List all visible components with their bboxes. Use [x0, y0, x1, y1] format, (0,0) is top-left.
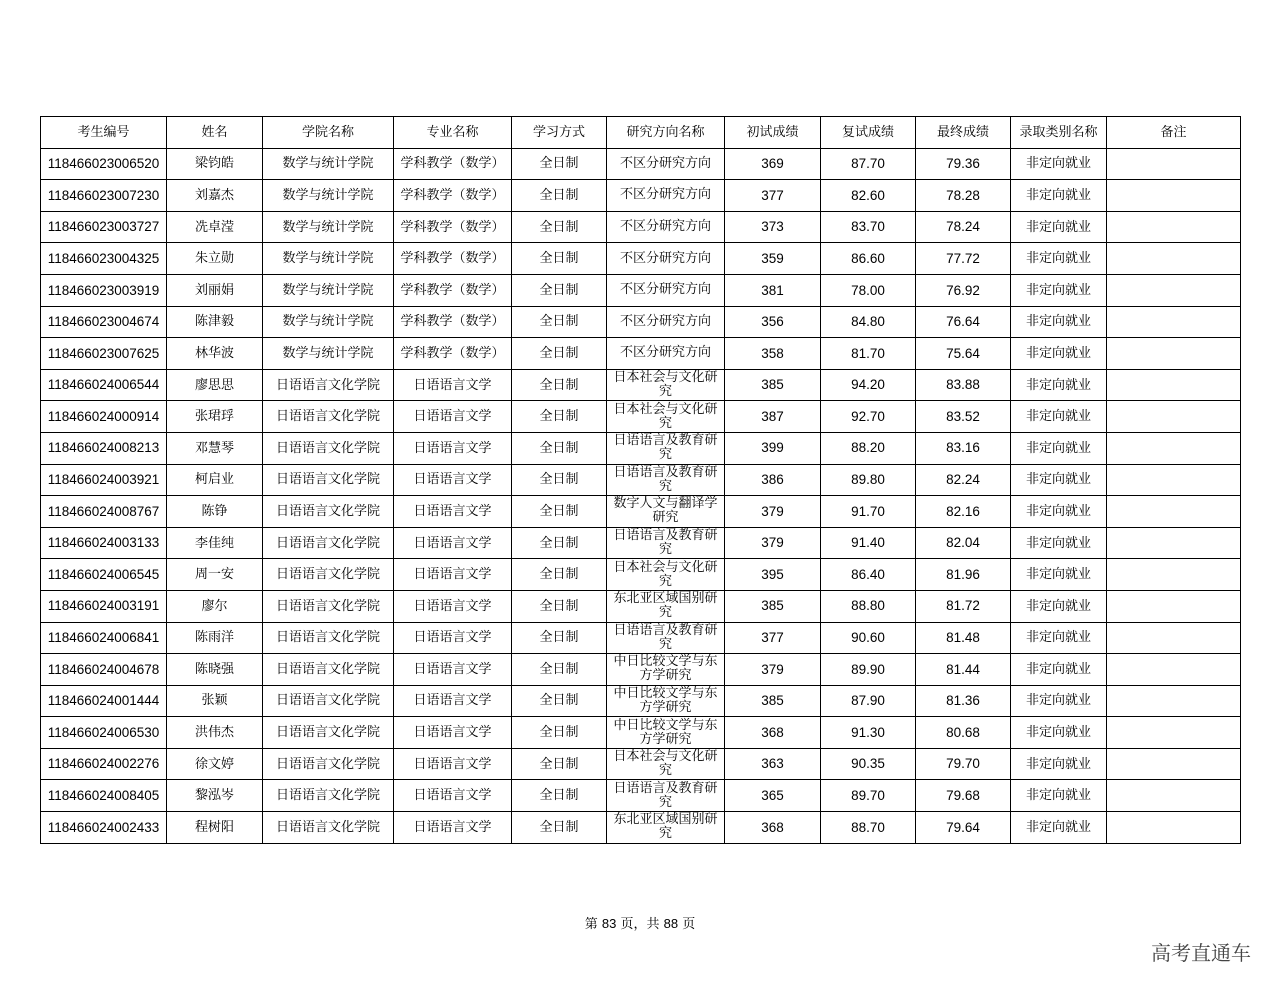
cell-study-mode: 全日制 — [512, 401, 607, 433]
cell-study-mode: 全日制 — [512, 243, 607, 275]
cell-initial-score: 363 — [725, 748, 821, 780]
table-row — [41, 780, 1241, 812]
cell-final-score: 76.92 — [916, 274, 1011, 306]
cell-initial-score: 387 — [725, 401, 821, 433]
cell-final-score: 83.52 — [916, 401, 1011, 433]
cell-retest-score: 84.80 — [821, 306, 916, 338]
cell-college: 数学与统计学院 — [263, 306, 394, 338]
cell-initial-score: 365 — [725, 780, 821, 812]
cell-final-score: 76.64 — [916, 306, 1011, 338]
cell-college: 日语语言文化学院 — [263, 685, 394, 717]
cell-retest-score: 88.20 — [821, 432, 916, 464]
col-header-initial-score: 初试成绩 — [725, 117, 821, 149]
cell-remarks — [1107, 306, 1241, 338]
cell-retest-score: 89.70 — [821, 780, 916, 812]
col-header-remarks: 备注 — [1107, 117, 1241, 149]
cell-study-mode: 全日制 — [512, 780, 607, 812]
cell-admission-type: 非定向就业 — [1011, 622, 1107, 654]
cell-name: 陈雨洋 — [167, 622, 263, 654]
cell-name: 刘丽娟 — [167, 274, 263, 306]
cell-admission-type: 非定向就业 — [1011, 559, 1107, 591]
cell-name: 刘嘉杰 — [167, 180, 263, 212]
cell-initial-score: 379 — [725, 527, 821, 559]
cell-retest-score: 89.80 — [821, 464, 916, 496]
col-header-exam-id: 考生编号 — [41, 117, 167, 149]
cell-remarks — [1107, 432, 1241, 464]
cell-exam-id: 118466024004678 — [41, 654, 167, 686]
cell-final-score: 77.72 — [916, 243, 1011, 275]
cell-major: 学科教学（数学） — [394, 148, 512, 180]
cell-admission-type: 非定向就业 — [1011, 748, 1107, 780]
cell-research-direction: 日本社会与文化研究 — [607, 369, 725, 401]
cell-retest-score: 78.00 — [821, 274, 916, 306]
table-row — [41, 812, 1241, 844]
cell-major: 学科教学（数学） — [394, 211, 512, 243]
cell-retest-score: 83.70 — [821, 211, 916, 243]
col-header-study-mode: 学习方式 — [512, 117, 607, 149]
cell-college: 数学与统计学院 — [263, 274, 394, 306]
col-header-final-score: 最终成绩 — [916, 117, 1011, 149]
table-row — [41, 464, 1241, 496]
cell-name: 邓慧琴 — [167, 432, 263, 464]
cell-major: 日语语言文学 — [394, 622, 512, 654]
cell-initial-score: 385 — [725, 590, 821, 622]
cell-exam-id: 118466024008767 — [41, 496, 167, 528]
cell-admission-type: 非定向就业 — [1011, 432, 1107, 464]
cell-college: 日语语言文化学院 — [263, 780, 394, 812]
cell-admission-type: 非定向就业 — [1011, 274, 1107, 306]
cell-study-mode: 全日制 — [512, 306, 607, 338]
cell-remarks — [1107, 243, 1241, 275]
cell-final-score: 82.16 — [916, 496, 1011, 528]
cell-college: 日语语言文化学院 — [263, 559, 394, 591]
cell-admission-type: 非定向就业 — [1011, 306, 1107, 338]
cell-major: 学科教学（数学） — [394, 338, 512, 370]
cell-name: 廖尔 — [167, 590, 263, 622]
cell-retest-score: 87.90 — [821, 685, 916, 717]
cell-major: 日语语言文学 — [394, 369, 512, 401]
cell-college: 日语语言文化学院 — [263, 748, 394, 780]
cell-exam-id: 118466024000914 — [41, 401, 167, 433]
cell-remarks — [1107, 148, 1241, 180]
cell-name: 周一安 — [167, 559, 263, 591]
cell-retest-score: 90.35 — [821, 748, 916, 780]
cell-research-direction: 中日比较文学与东方学研究 — [607, 654, 725, 686]
cell-exam-id: 118466024003191 — [41, 590, 167, 622]
header-row — [41, 117, 1241, 149]
cell-final-score: 80.68 — [916, 717, 1011, 749]
cell-college: 数学与统计学院 — [263, 211, 394, 243]
cell-study-mode: 全日制 — [512, 464, 607, 496]
cell-admission-type: 非定向就业 — [1011, 812, 1107, 844]
cell-name: 陈铮 — [167, 496, 263, 528]
cell-final-score: 81.44 — [916, 654, 1011, 686]
cell-research-direction: 东北亚区域国别研究 — [607, 812, 725, 844]
table-row — [41, 211, 1241, 243]
current-page-number: 83 — [601, 916, 617, 931]
cell-admission-type: 非定向就业 — [1011, 717, 1107, 749]
cell-name: 冼卓滢 — [167, 211, 263, 243]
table-row — [41, 748, 1241, 780]
table-row — [41, 717, 1241, 749]
cell-research-direction: 不区分研究方向 — [607, 148, 725, 180]
cell-study-mode: 全日制 — [512, 590, 607, 622]
cell-research-direction: 日语语言及教育研究 — [607, 527, 725, 559]
cell-name: 柯启业 — [167, 464, 263, 496]
cell-admission-type: 非定向就业 — [1011, 148, 1107, 180]
cell-final-score: 81.72 — [916, 590, 1011, 622]
cell-research-direction: 东北亚区域国别研究 — [607, 590, 725, 622]
cell-admission-type: 非定向就业 — [1011, 496, 1107, 528]
cell-initial-score: 379 — [725, 654, 821, 686]
table-row — [41, 622, 1241, 654]
table-row — [41, 338, 1241, 370]
cell-exam-id: 118466023004674 — [41, 306, 167, 338]
cell-college: 数学与统计学院 — [263, 243, 394, 275]
cell-retest-score: 94.20 — [821, 369, 916, 401]
cell-exam-id: 118466024003921 — [41, 464, 167, 496]
cell-exam-id: 118466024002433 — [41, 812, 167, 844]
cell-initial-score: 368 — [725, 812, 821, 844]
table-row — [41, 654, 1241, 686]
cell-study-mode: 全日制 — [512, 654, 607, 686]
cell-major: 日语语言文学 — [394, 812, 512, 844]
cell-college: 数学与统计学院 — [263, 148, 394, 180]
cell-exam-id: 118466023003727 — [41, 211, 167, 243]
cell-final-score: 78.28 — [916, 180, 1011, 212]
total-page-number: 88 — [663, 916, 679, 931]
cell-initial-score: 385 — [725, 369, 821, 401]
cell-remarks — [1107, 496, 1241, 528]
cell-research-direction: 日语语言及教育研究 — [607, 622, 725, 654]
cell-admission-type: 非定向就业 — [1011, 180, 1107, 212]
cell-name: 徐文婷 — [167, 748, 263, 780]
cell-research-direction: 中日比较文学与东方学研究 — [607, 685, 725, 717]
cell-initial-score: 358 — [725, 338, 821, 370]
cell-study-mode: 全日制 — [512, 432, 607, 464]
cell-major: 日语语言文学 — [394, 464, 512, 496]
cell-retest-score: 88.80 — [821, 590, 916, 622]
cell-name: 张珺琈 — [167, 401, 263, 433]
cell-research-direction: 日语语言及教育研究 — [607, 464, 725, 496]
cell-major: 日语语言文学 — [394, 432, 512, 464]
col-header-admission-type: 录取类别名称 — [1011, 117, 1107, 149]
cell-study-mode: 全日制 — [512, 274, 607, 306]
cell-name: 廖思思 — [167, 369, 263, 401]
cell-admission-type: 非定向就业 — [1011, 780, 1107, 812]
cell-admission-type: 非定向就业 — [1011, 401, 1107, 433]
cell-college: 日语语言文化学院 — [263, 654, 394, 686]
cell-remarks — [1107, 464, 1241, 496]
cell-remarks — [1107, 654, 1241, 686]
cell-exam-id: 118466023007230 — [41, 180, 167, 212]
cell-study-mode: 全日制 — [512, 180, 607, 212]
cell-major: 日语语言文学 — [394, 654, 512, 686]
cell-college: 日语语言文化学院 — [263, 590, 394, 622]
cell-exam-id: 118466024003133 — [41, 527, 167, 559]
cell-admission-type: 非定向就业 — [1011, 369, 1107, 401]
cell-study-mode: 全日制 — [512, 338, 607, 370]
cell-retest-score: 90.60 — [821, 622, 916, 654]
table-row — [41, 306, 1241, 338]
cell-exam-id: 118466023004325 — [41, 243, 167, 275]
cell-major: 日语语言文学 — [394, 717, 512, 749]
col-header-research-direction: 研究方向名称 — [607, 117, 725, 149]
cell-final-score: 81.36 — [916, 685, 1011, 717]
cell-study-mode: 全日制 — [512, 496, 607, 528]
cell-remarks — [1107, 590, 1241, 622]
table-row — [41, 685, 1241, 717]
cell-name: 陈晓强 — [167, 654, 263, 686]
cell-name: 梁钧皓 — [167, 148, 263, 180]
cell-exam-id: 118466023007625 — [41, 338, 167, 370]
cell-admission-type: 非定向就业 — [1011, 685, 1107, 717]
cell-college: 日语语言文化学院 — [263, 432, 394, 464]
cell-retest-score: 87.70 — [821, 148, 916, 180]
cell-final-score: 79.70 — [916, 748, 1011, 780]
cell-research-direction: 数字人文与翻译学研究 — [607, 496, 725, 528]
cell-research-direction: 不区分研究方向 — [607, 338, 725, 370]
cell-remarks — [1107, 527, 1241, 559]
cell-final-score: 83.88 — [916, 369, 1011, 401]
footer-prefix: 第 — [584, 917, 598, 932]
cell-exam-id: 118466024006841 — [41, 622, 167, 654]
cell-major: 日语语言文学 — [394, 527, 512, 559]
cell-retest-score: 92.70 — [821, 401, 916, 433]
cell-research-direction: 不区分研究方向 — [607, 306, 725, 338]
cell-remarks — [1107, 180, 1241, 212]
cell-admission-type: 非定向就业 — [1011, 654, 1107, 686]
footer-suffix: 页 — [682, 917, 696, 932]
cell-major: 日语语言文学 — [394, 590, 512, 622]
cell-exam-id: 118466023006520 — [41, 148, 167, 180]
cell-initial-score: 368 — [725, 717, 821, 749]
cell-research-direction: 日语语言及教育研究 — [607, 432, 725, 464]
footer-middle: 页，共 — [620, 917, 660, 932]
cell-final-score: 75.64 — [916, 338, 1011, 370]
cell-research-direction: 日语语言及教育研究 — [607, 780, 725, 812]
cell-name: 张颖 — [167, 685, 263, 717]
cell-admission-type: 非定向就业 — [1011, 464, 1107, 496]
cell-major: 学科教学（数学） — [394, 243, 512, 275]
cell-remarks — [1107, 274, 1241, 306]
cell-major: 日语语言文学 — [394, 780, 512, 812]
table-row — [41, 432, 1241, 464]
cell-exam-id: 118466024008405 — [41, 780, 167, 812]
cell-final-score: 79.68 — [916, 780, 1011, 812]
table-row — [41, 559, 1241, 591]
cell-exam-id: 118466024001444 — [41, 685, 167, 717]
cell-college: 日语语言文化学院 — [263, 401, 394, 433]
cell-college: 日语语言文化学院 — [263, 622, 394, 654]
cell-admission-type: 非定向就业 — [1011, 527, 1107, 559]
table-row — [41, 496, 1241, 528]
cell-exam-id: 118466024006530 — [41, 717, 167, 749]
cell-remarks — [1107, 780, 1241, 812]
table-row — [41, 180, 1241, 212]
cell-major: 学科教学（数学） — [394, 274, 512, 306]
cell-final-score: 79.36 — [916, 148, 1011, 180]
table-row — [41, 527, 1241, 559]
cell-retest-score: 86.60 — [821, 243, 916, 275]
table-row — [41, 148, 1241, 180]
table-row — [41, 369, 1241, 401]
cell-exam-id: 118466024006544 — [41, 369, 167, 401]
cell-study-mode: 全日制 — [512, 211, 607, 243]
cell-major: 学科教学（数学） — [394, 306, 512, 338]
cell-retest-score: 81.70 — [821, 338, 916, 370]
table-row — [41, 274, 1241, 306]
cell-retest-score: 89.90 — [821, 654, 916, 686]
page-footer — [0, 913, 1280, 932]
cell-study-mode: 全日制 — [512, 148, 607, 180]
cell-retest-score: 88.70 — [821, 812, 916, 844]
cell-research-direction: 不区分研究方向 — [607, 211, 725, 243]
cell-admission-type: 非定向就业 — [1011, 590, 1107, 622]
cell-initial-score: 399 — [725, 432, 821, 464]
cell-major: 日语语言文学 — [394, 401, 512, 433]
cell-major: 日语语言文学 — [394, 685, 512, 717]
table-row — [41, 401, 1241, 433]
cell-major: 日语语言文学 — [394, 559, 512, 591]
cell-remarks — [1107, 717, 1241, 749]
cell-research-direction: 不区分研究方向 — [607, 243, 725, 275]
cell-initial-score: 377 — [725, 622, 821, 654]
table-row — [41, 590, 1241, 622]
col-header-name: 姓名 — [167, 117, 263, 149]
cell-final-score: 79.64 — [916, 812, 1011, 844]
cell-major: 日语语言文学 — [394, 496, 512, 528]
cell-retest-score: 82.60 — [821, 180, 916, 212]
cell-major: 日语语言文学 — [394, 748, 512, 780]
cell-study-mode: 全日制 — [512, 717, 607, 749]
cell-research-direction: 日本社会与文化研究 — [607, 748, 725, 780]
cell-name: 朱立勋 — [167, 243, 263, 275]
cell-name: 黎泓岑 — [167, 780, 263, 812]
cell-retest-score: 91.70 — [821, 496, 916, 528]
cell-exam-id: 118466024006545 — [41, 559, 167, 591]
cell-remarks — [1107, 622, 1241, 654]
cell-exam-id: 118466024002276 — [41, 748, 167, 780]
cell-retest-score: 91.30 — [821, 717, 916, 749]
cell-name: 李佳纯 — [167, 527, 263, 559]
cell-final-score: 83.16 — [916, 432, 1011, 464]
cell-initial-score: 386 — [725, 464, 821, 496]
cell-remarks — [1107, 211, 1241, 243]
cell-study-mode: 全日制 — [512, 748, 607, 780]
cell-study-mode: 全日制 — [512, 527, 607, 559]
cell-admission-type: 非定向就业 — [1011, 211, 1107, 243]
cell-college: 日语语言文化学院 — [263, 464, 394, 496]
cell-retest-score: 86.40 — [821, 559, 916, 591]
cell-college: 日语语言文化学院 — [263, 369, 394, 401]
cell-initial-score: 395 — [725, 559, 821, 591]
table-row — [41, 243, 1241, 275]
cell-final-score: 81.96 — [916, 559, 1011, 591]
cell-remarks — [1107, 748, 1241, 780]
cell-admission-type: 非定向就业 — [1011, 243, 1107, 275]
cell-final-score: 82.24 — [916, 464, 1011, 496]
cell-college: 日语语言文化学院 — [263, 496, 394, 528]
cell-exam-id: 118466024008213 — [41, 432, 167, 464]
cell-name: 程树阳 — [167, 812, 263, 844]
cell-initial-score: 377 — [725, 180, 821, 212]
cell-study-mode: 全日制 — [512, 622, 607, 654]
cell-college: 日语语言文化学院 — [263, 527, 394, 559]
cell-name: 林华波 — [167, 338, 263, 370]
cell-initial-score: 373 — [725, 211, 821, 243]
cell-study-mode: 全日制 — [512, 559, 607, 591]
cell-remarks — [1107, 812, 1241, 844]
cell-research-direction: 不区分研究方向 — [607, 274, 725, 306]
cell-name: 洪伟杰 — [167, 717, 263, 749]
cell-final-score: 82.04 — [916, 527, 1011, 559]
cell-college: 日语语言文化学院 — [263, 717, 394, 749]
cell-retest-score: 91.40 — [821, 527, 916, 559]
cell-final-score: 78.24 — [916, 211, 1011, 243]
watermark: 高考直通车 — [1151, 941, 1251, 965]
cell-research-direction: 不区分研究方向 — [607, 180, 725, 212]
cell-college: 数学与统计学院 — [263, 180, 394, 212]
cell-remarks — [1107, 559, 1241, 591]
cell-research-direction: 日本社会与文化研究 — [607, 559, 725, 591]
cell-study-mode: 全日制 — [512, 812, 607, 844]
col-header-retest-score: 复试成绩 — [821, 117, 916, 149]
cell-initial-score: 369 — [725, 148, 821, 180]
cell-remarks — [1107, 401, 1241, 433]
cell-name: 陈津毅 — [167, 306, 263, 338]
cell-initial-score: 359 — [725, 243, 821, 275]
admission-table — [40, 116, 1241, 844]
cell-college: 日语语言文化学院 — [263, 812, 394, 844]
cell-research-direction: 日本社会与文化研究 — [607, 401, 725, 433]
cell-remarks — [1107, 369, 1241, 401]
cell-study-mode: 全日制 — [512, 369, 607, 401]
cell-major: 学科教学（数学） — [394, 180, 512, 212]
cell-remarks — [1107, 685, 1241, 717]
cell-research-direction: 中日比较文学与东方学研究 — [607, 717, 725, 749]
cell-study-mode: 全日制 — [512, 685, 607, 717]
cell-initial-score: 381 — [725, 274, 821, 306]
cell-remarks — [1107, 338, 1241, 370]
cell-admission-type: 非定向就业 — [1011, 338, 1107, 370]
col-header-major: 专业名称 — [394, 117, 512, 149]
cell-initial-score: 379 — [725, 496, 821, 528]
cell-initial-score: 356 — [725, 306, 821, 338]
cell-initial-score: 385 — [725, 685, 821, 717]
col-header-college: 学院名称 — [263, 117, 394, 149]
cell-exam-id: 118466023003919 — [41, 274, 167, 306]
cell-final-score: 81.48 — [916, 622, 1011, 654]
cell-college: 数学与统计学院 — [263, 338, 394, 370]
